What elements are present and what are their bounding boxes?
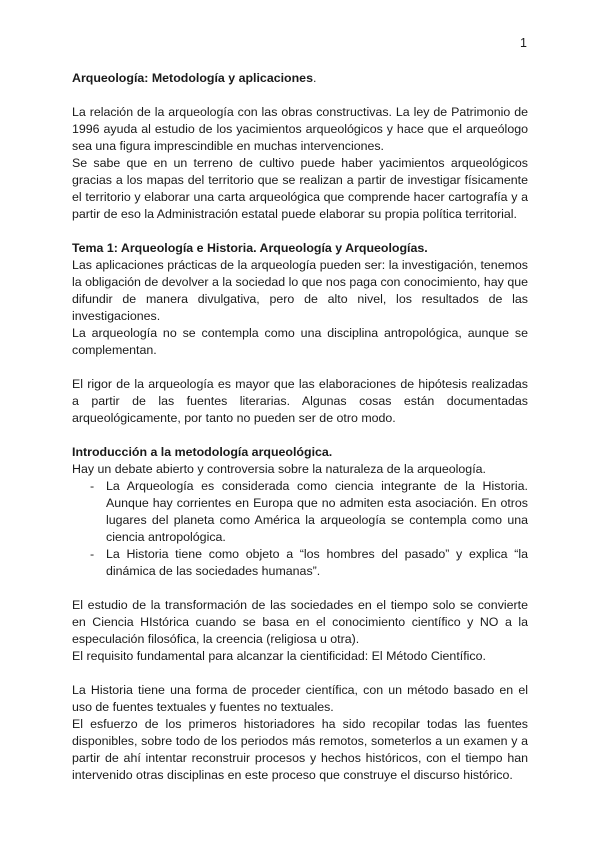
tema1-paragraph-1: Las aplicaciones prácticas de la arqueología pueden ser: la investigación, tenemos la obligación de devolver a la sociedad lo que nos paga con conocimiento, hay que difundir de manera divulgativa, pero de alto nivel, los resultados de las investigaciones. [72, 258, 528, 323]
document-title-text: Arqueología: Metodología y aplicaciones [72, 71, 313, 85]
historia-paragraph-1: La Historia tiene una forma de proceder científica, con un método basado en el uso de fuentes textuales y fuentes no textuales. [72, 683, 528, 714]
rigor-paragraph: El rigor de la arqueología es mayor que las elaboraciones de hipótesis realizadas a partir de las fuentes literarias. Algunas cosas están documentadas arqueológicamente, por tanto no pueden ser de otro modo. [72, 377, 528, 425]
list-item: - La Historia tiene como objeto a “los hombres del pasado” y explica “la dinámica de las sociedades humanas”. [72, 546, 528, 580]
metodologia-bullet-list [72, 478, 528, 580]
document-title-period: . [312, 71, 317, 85]
tema1-paragraph-2: La arqueología no se contempla como una disciplina antropológica, aunque se complementan. [72, 326, 528, 357]
list-item: - La Arqueología es considerada como ciencia integrante de la Historia. Aunque hay corrientes en Europa que no admiten esta asociación. En otros lugares del planeta como América la arqueología se contempla como una ciencia antropológica. [72, 478, 528, 546]
historia-paragraph-2: El esfuerzo de los primeros historiadores ha sido recopilar todas las fuentes disponibles, sobre todo de los periodos más remotos, someterlos a un examen y a partir de ahí intentar reconstruir procesos y hechos históricos, con el tiempo han intervenido otras disciplinas en este proceso que construye el discurso histórico. [72, 717, 528, 782]
tema1-heading: Tema 1: Arqueología e Historia. Arqueología y Arqueologías. [72, 241, 428, 255]
estudio-paragraph-1: El estudio de la transformación de las sociedades en el tiempo solo se convierte en Ciencia HIstórica cuando se basa en el conocimiento científico y NO a la especulación filosófica, la creencia (religiosa u otra). [72, 598, 528, 646]
intro-paragraph-1: La relación de la arqueología con las obras constructivas. La ley de Patrimonio de 1996 ayuda al estudio de los yacimientos arqueológicos y hace que el arqueólogo sea una figura imprescindible en muchas intervenciones. [72, 105, 528, 153]
metodologia-heading: Introducción a la metodología arqueológica. [72, 445, 333, 459]
metodologia-lead: Hay un debate abierto y controversia sobre la naturaleza de la arqueología. [72, 462, 486, 476]
document-body [72, 70, 528, 784]
document-title [72, 70, 528, 87]
estudio-paragraph-2: El requisito fundamental para alcanzar la cientificidad: El Método Científico. [72, 649, 486, 663]
intro-paragraph-2: Se sabe que en un terreno de cultivo puede haber yacimientos arqueológicos gracias a los mapas del territorio que se realizan a partir de investigar físicamente el territorio y elaborar una carta arqueológica que comprende hacer cartografía y a partir de eso la Administración estatal puede elaborar su propia política territorial. [72, 156, 528, 221]
page-number: 1 [520, 36, 527, 50]
